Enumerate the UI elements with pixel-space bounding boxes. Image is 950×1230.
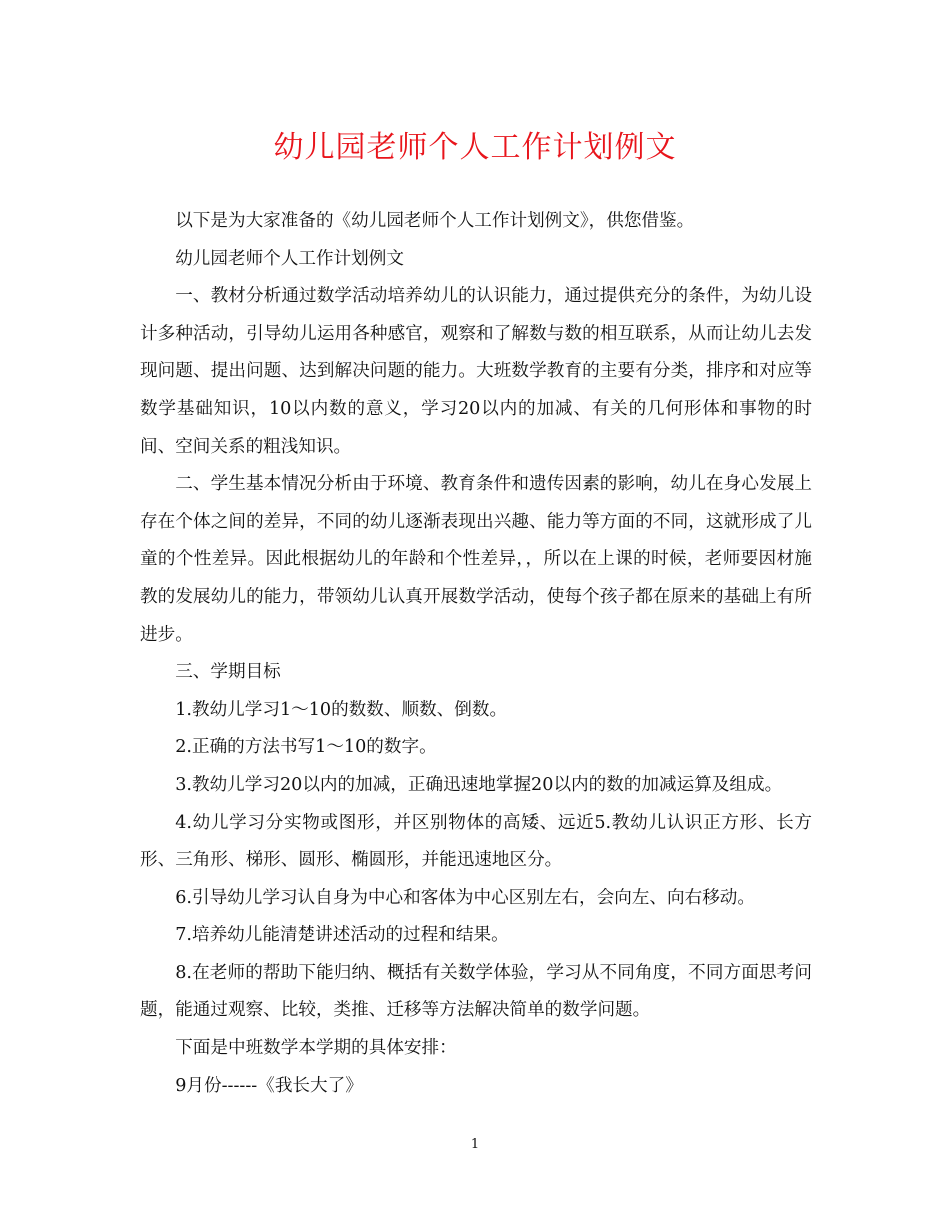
paragraph-goal-4-5: 4.幼儿学习分实物或图形，并区别物体的高矮、远近5.教幼儿认识正方形、长方形、三角形、梯形、圆形、椭圆形，并能迅速地区分。 bbox=[140, 812, 812, 871]
paragraph-goal-1: 1.教幼儿学习1～10的数数、顺数、倒数。 bbox=[175, 699, 508, 720]
paragraph-goal-3: 3.教幼儿学习20以内的加减，正确迅速地掌握20以内的数的加减运算及组成。 bbox=[175, 774, 783, 795]
paragraph-schedule-intro: 下面是中班数学本学期的具体安排： bbox=[175, 1038, 457, 1059]
paragraph-september: 9月份------《我长大了》 bbox=[175, 1075, 363, 1096]
page-number: 1 bbox=[470, 1137, 480, 1152]
paragraph-goal-8: 8.在老师的帮助下能归纳、概括有关数学体验，学习从不同角度，不同方面思考问题，能通过观察、比较，类推、迁移等方法解决简单的数学问题。 bbox=[140, 962, 812, 1021]
paragraph-material-analysis: 一、教材分析通过数学活动培养幼儿的认识能力，通过提供充分的条件，为幼儿设计多种活动，引导幼儿运用各种感官，观察和了解数与数的相互联系，从而让幼儿去发现问题、提出问题、达到解决问题的能力。大班数学教育的主要有分类，排序和对应等数学基础知识，10以内数的意义，学习20以内的加减、有关的几何形体和事物的时间、空间关系的粗浅知识。 bbox=[140, 286, 812, 457]
paragraph-subtitle: 幼儿园老师个人工作计划例文 bbox=[175, 248, 404, 269]
document-title: 幼儿园老师个人工作计划例文 bbox=[273, 130, 677, 165]
paragraph-goal-2: 2.正确的方法书写1～10的数字。 bbox=[175, 737, 437, 758]
paragraph-goal-6: 6.引导幼儿学习认自身为中心和客体为中心区别左右，会向左、向右移动。 bbox=[175, 887, 755, 908]
paragraph-intro: 以下是为大家准备的《幼儿园老师个人工作计划例文》，供您借鉴。 bbox=[175, 211, 695, 231]
paragraph-goal-7: 7.培养幼儿能清楚讲述活动的过程和结果。 bbox=[175, 925, 509, 946]
paragraph-student-analysis: 二、学生基本情况分析由于环境、教育条件和遗传因素的影响，幼儿在身心发展上存在个体之间的差异，不同的幼儿逐渐表现出兴趣、能力等方面的不同，这就形成了儿童的个性差异。因此根据幼儿的年龄和个性差异，，所以在上课的时候，老师要因材施教的发展幼儿的能力，带领幼儿认真开展数学活动，使每个孩子都在原来的基础上有所进步。 bbox=[140, 474, 812, 645]
paragraph-semester-goals-heading: 三、学期目标 bbox=[175, 662, 281, 683]
document-body bbox=[140, 203, 812, 1105]
